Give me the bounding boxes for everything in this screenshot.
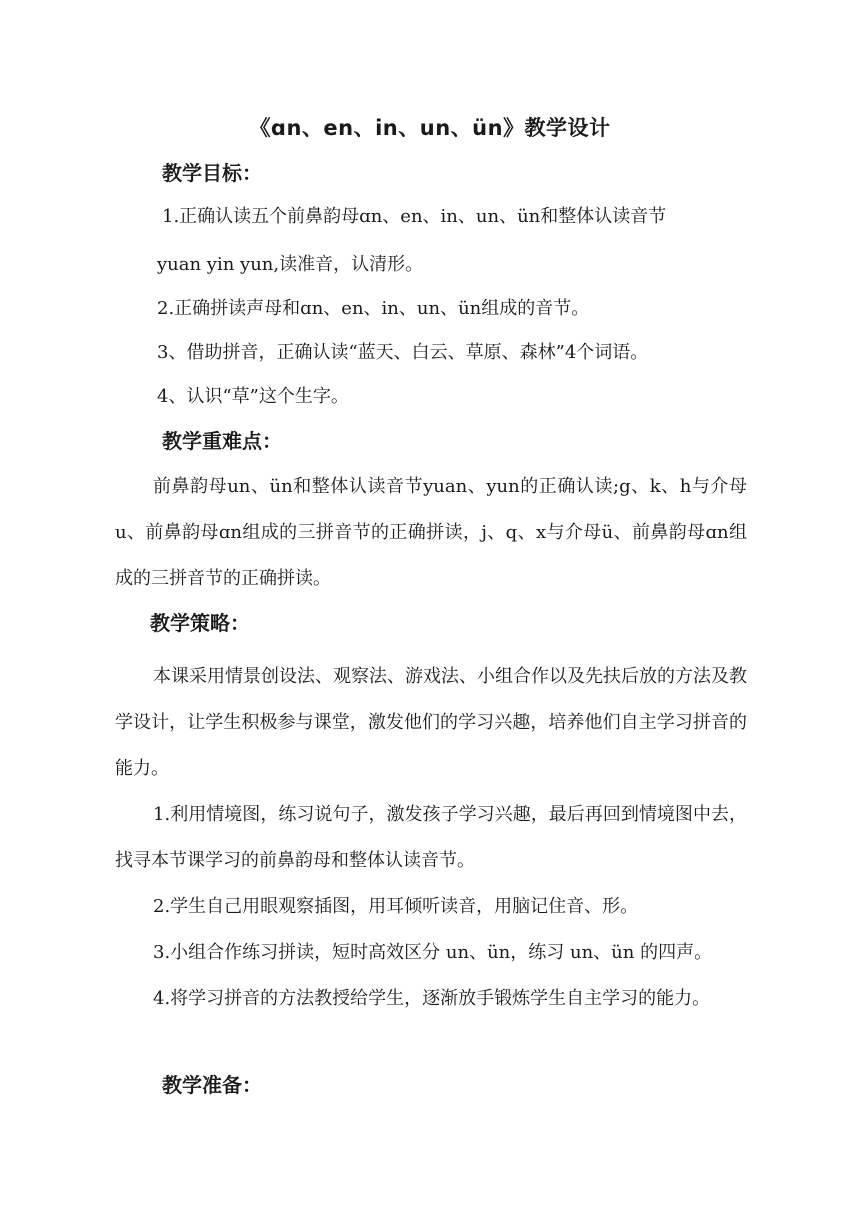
strategy-heading: 教学策略： (150, 611, 250, 635)
strategy-item-3: 3.小组合作练习拼读，短时高效区分 un、ün，练习 un、ün 的四声。 (153, 942, 713, 963)
objective-1-line-1: 1.正确认读五个前鼻韵母ɑn、en、in、un、ün和整体认读音节 (162, 206, 667, 227)
document-title: 《ɑn、en、in、un、ün》教学设计 (249, 116, 611, 140)
key-points-paragraph: 前鼻韵母un、ün和整体认读音节yuan、yun的正确认读;g、k、h与介母u、前鼻韵母ɑn组成的三拼音节的正确拼读，j、q、x与介母ü、前鼻韵母ɑn组成的三拼音节的正确拼读。 (115, 476, 747, 589)
objective-2: 2.正确拼读声母和ɑn、en、in、un、ün组成的音节。 (157, 298, 590, 319)
strategy-item-4: 4.将学习拼音的方法教授给学生，逐渐放手锻炼学生自主学习的能力。 (153, 988, 711, 1009)
objective-4: 4、认识“草”这个生字。 (157, 386, 349, 407)
strategy-intro-paragraph: 本课采用情景创设法、观察法、游戏法、小组合作以及先扶后放的方法及教学设计，让学生积极参与课堂，激发他们的学习兴趣，培养他们自主学习拼音的能力。 (115, 666, 747, 779)
strategy-item-2: 2.学生自己用眼观察插图，用耳倾听读音，用脑记住音、形。 (153, 896, 639, 917)
key-points-heading: 教学重难点： (162, 429, 282, 453)
preparation-heading: 教学准备： (162, 1073, 262, 1097)
objective-3: 3、借助拼音，正确认读“蓝天、白云、草原、森林”4个词语。 (157, 342, 649, 363)
objectives-heading: 教学目标： (162, 161, 262, 185)
objective-1-line-2: yuan yin yun,读准音，认清形。 (157, 254, 424, 275)
strategy-item-1: 1.利用情境图，练习说句子，激发孩子学习兴趣，最后再回到情境图中去，找寻本节课学习的前鼻韵母和整体认读音节。 (115, 804, 747, 871)
